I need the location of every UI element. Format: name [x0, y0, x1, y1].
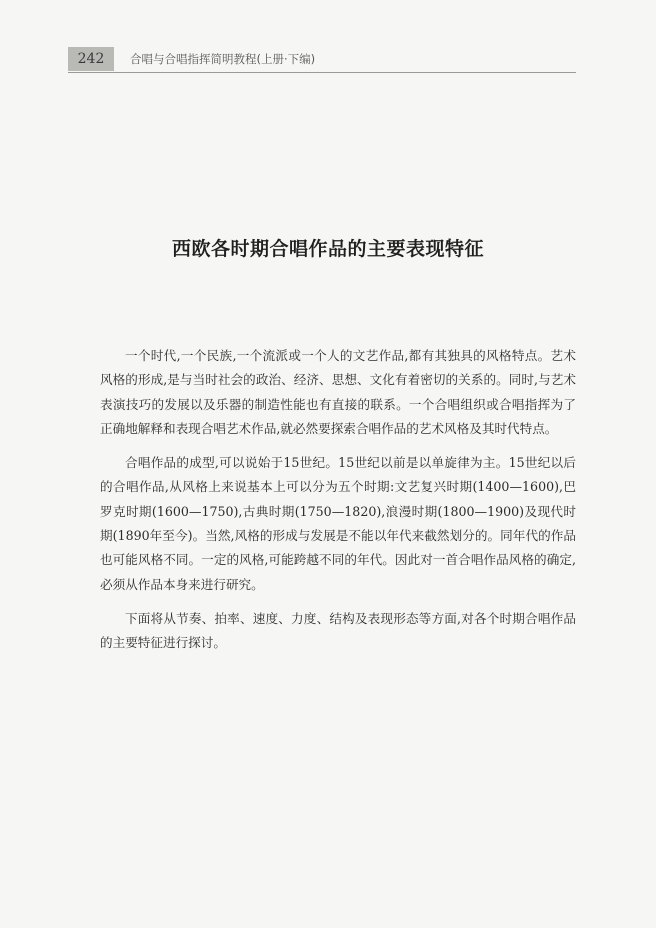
- paragraph-1: 一个时代,一个民族,一个流派或一个人的文艺作品,都有其独具的风格特点。艺术风格的形成,是与当时社会的政治、经济、思想、文化有着密切的关系的。同时,与艺术表演技巧的发展以及乐器的制造性能也有直接的联系。一个合唱组织或合唱指挥为了正确地解释和表现合唱艺术作品,就必然要探索合唱作品的艺术风格及其时代特点。: [100, 348, 576, 436]
- paragraph-2: 合唱作品的成型,可以说始于15世纪。15世纪以前是以单旋律为主。15世纪以后的合唱作品,从风格上来说基本上可以分为五个时期:文艺复兴时期(1400—1600),巴罗克时期(1600—1750),古典时期(1750—1820),浪漫时期(1800—1900)及现代时期(1890年至今)。当然,风格的形成与发展是不能以年代来截然划分的。同年代的作品也可能风格不同。一定的风格,可能跨越不同的年代。因此对一首合唱作品风格的确定,必须从作品本身来进行研究。: [100, 455, 576, 592]
- header-rule: [68, 72, 576, 73]
- page-number: 242: [68, 47, 114, 71]
- paragraph-3: 下面将从节奏、拍率、速度、力度、结构及表现形态等方面,对各个时期合唱作品的主要特征进行探讨。: [100, 610, 576, 651]
- running-title: 合唱与合唱指挥简明教程(上册·下编): [130, 52, 316, 66]
- body-text: [100, 344, 576, 656]
- page-header: [68, 44, 576, 74]
- chapter-title: 西欧各时期合唱作品的主要表现特征: [171, 238, 484, 260]
